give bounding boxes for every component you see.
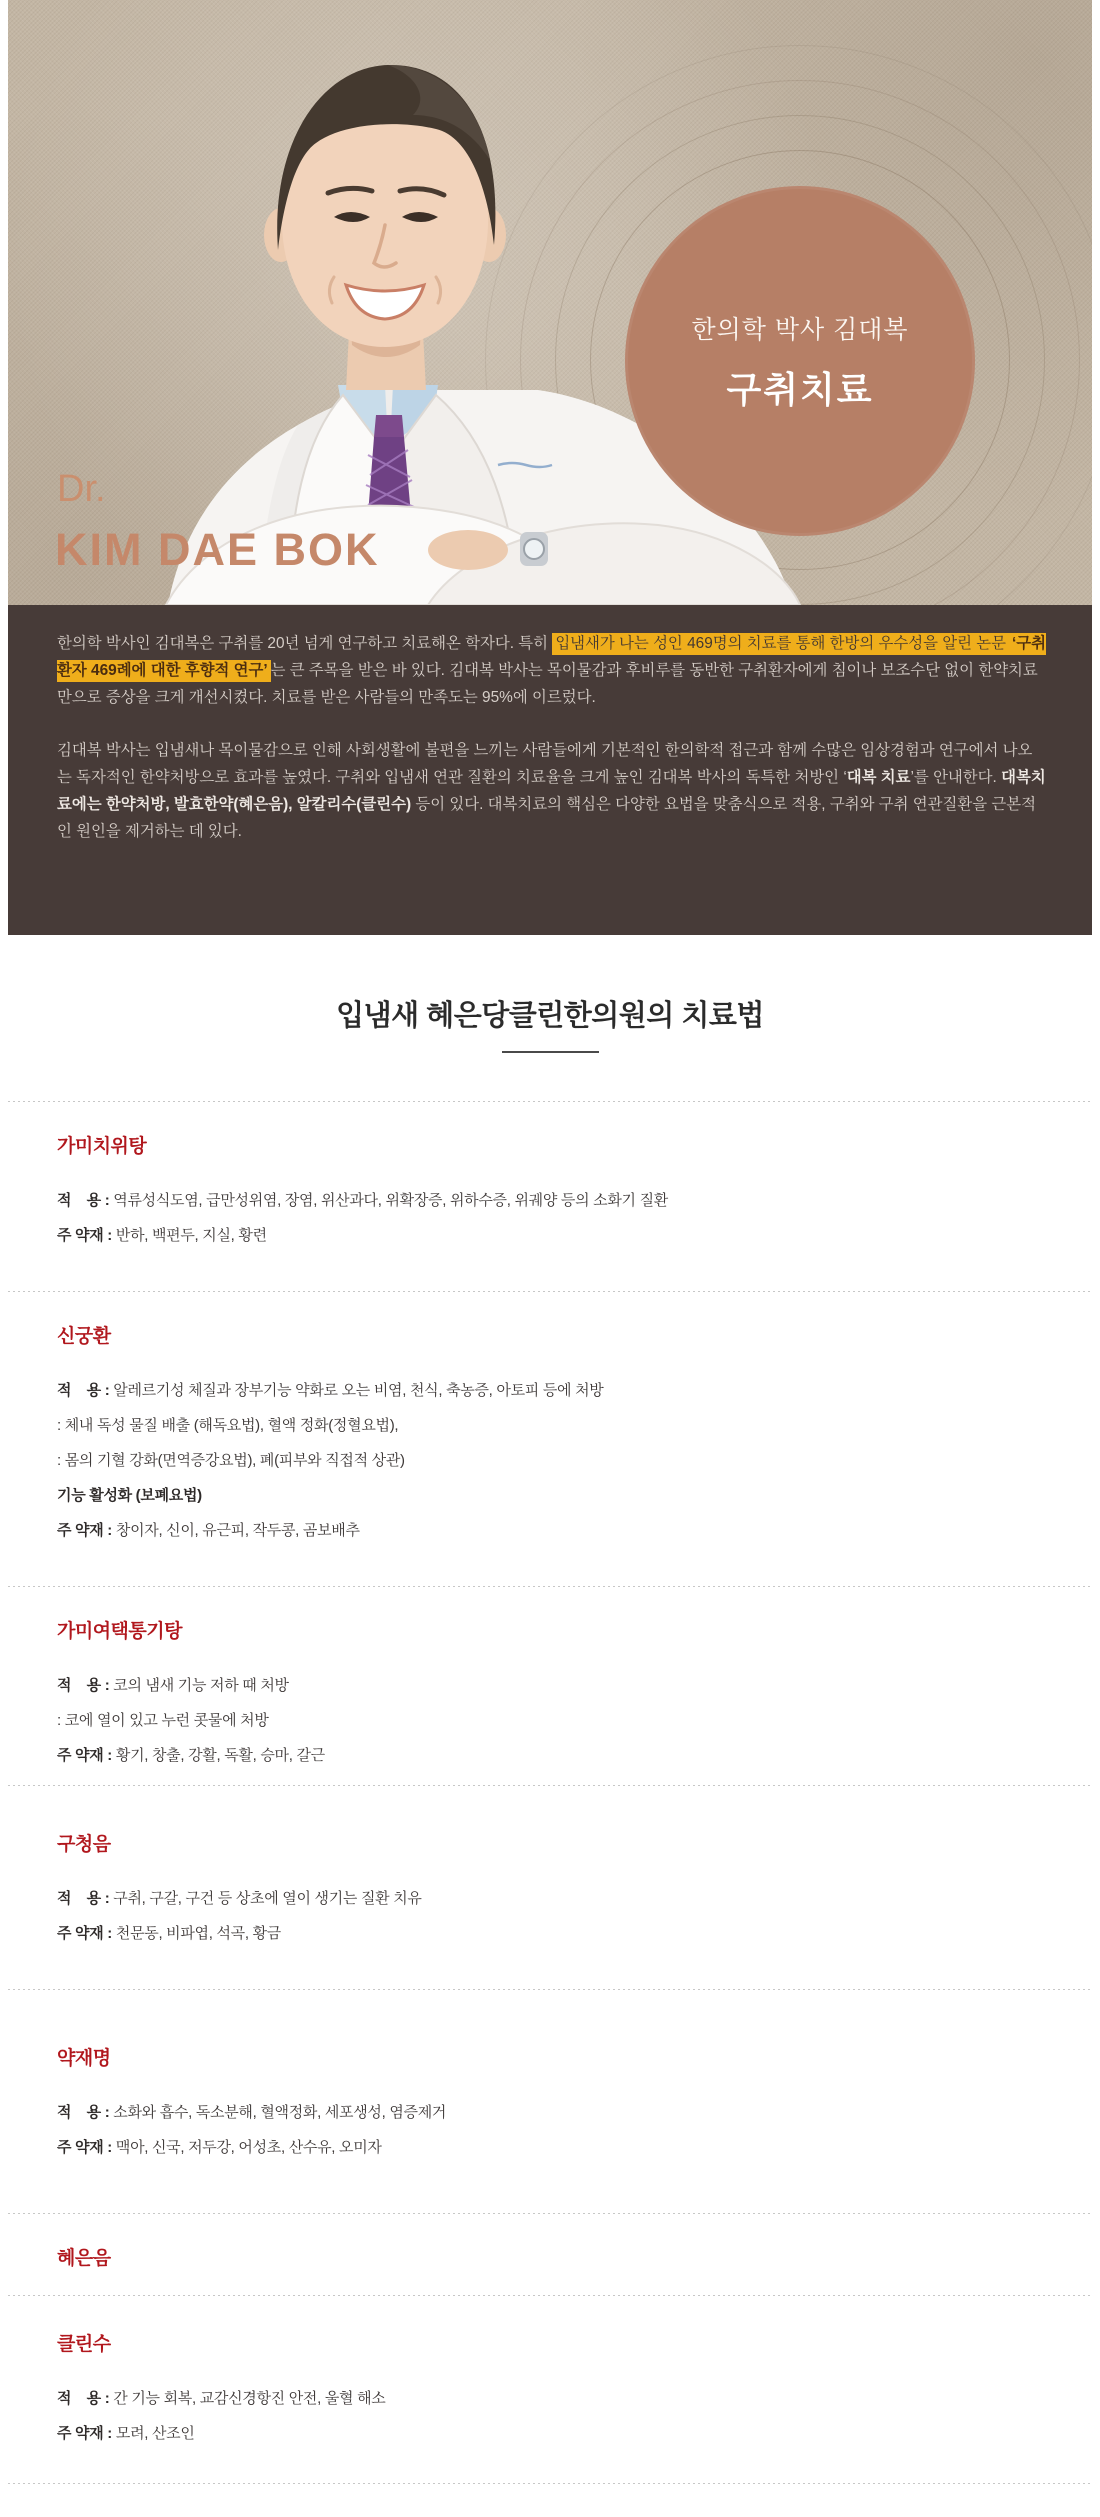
section-lines [57,1883,1060,1949]
title-badge [625,186,975,536]
line-label: 적 용 : [57,1890,114,1907]
line-label: 적 용 : [57,2104,114,2121]
section-heading: 구청음 [57,1834,111,1855]
line-text: 맥아, 신국, 저두강, 어성초, 산수유, 오미자 [115,2139,382,2156]
line-text: 알레르기성 체질과 장부기능 약화로 오는 비염, 천식, 축농증, 아토피 등에 처방 [113,1382,604,1399]
prescription-section [0,2296,1100,2483]
line-label: 주 약재 : [57,1522,116,1539]
intro-box [8,605,1092,935]
intro-paragraph-2 [57,737,1047,845]
section-line [57,1445,1060,1476]
line-label: 적 용 : [57,1382,114,1399]
line-text: 소화와 흡수, 독소분해, 혈액정화, 세포생성, 염증제거 [113,2104,447,2121]
line-text: 반하, 백편두, 지실, 황련 [115,1227,267,1244]
section-line [57,2097,1060,2128]
section-line [57,1480,1060,1511]
doctor-name-prefix: Dr. [57,468,106,510]
intro-text: 는 큰 주목을 받은 바 있다. 김대복 박사는 목이물감과 후비루를 동반한 구취환자에게 침이나 보조수단 없이 한약치료 만으로 증상을 크게 개선시켰다. 치료를 받은 사람들의 만족도는 95%에 이르렀다. [57,662,1038,706]
intro-text: ’를 안내한다. [910,769,1002,786]
line-label: 주 약재 : [57,2139,116,2156]
bold-text: 대복 치료 [846,769,911,786]
section-line [57,1670,1060,1701]
prescription-sections [0,1101,1100,2484]
section-line [57,1918,1060,1949]
section-line [57,2132,1060,2163]
line-text: 기능 활성화 (보폐요법) [57,1487,202,1504]
line-text: 창이자, 신이, 유근피, 작두콩, 곰보배추 [115,1522,360,1539]
bold-text: 대복치료에는 한약처방, 발효한약(혜은음), 알칼리수(클린수) [57,769,1046,813]
intro-paragraph-1 [57,630,1047,711]
line-text: : 몸의 기혈 강화(면역증강요법), 폐(피부와 직접적 상관) [57,1452,405,1469]
section-line [57,1375,1060,1406]
intro-text: 등이 있다. 대복치료의 핵심은 다양한 요법을 맞춤식으로 적용, 구취와 구취 연관질환을 근본적인 원인을 제거하는 데 있다. [57,796,1036,840]
treatment-title: 입냄새 혜은당클린한의원의 치료법 [336,1000,764,1032]
section-heading: 클린수 [57,2334,111,2355]
highlighted-text: 입냄새가 나는 성인 469명의 치료를 통해 한방의 우수성을 알린 논문 [552,633,1009,655]
prescription-section [0,1786,1100,1989]
section-line [57,1740,1060,1771]
line-text: : 코에 열이 있고 누런 콧물에 처방 [57,1712,269,1729]
line-label: 적 용 : [57,1677,114,1694]
section-heading: 가미치위탕 [57,1136,147,1157]
line-label: 주 약재 : [57,1925,116,1942]
line-text: 역류성식도염, 급만성위염, 장염, 위산과다, 위확장증, 위하수증, 위궤양 등의 소화기 질환 [113,1192,668,1209]
intro-text: 한의학 박사인 김대복은 구취를 20년 넘게 연구하고 치료해온 학자다. 특히 [57,635,553,652]
line-text: 천문동, 비파엽, 석곡, 황금 [115,1925,281,1942]
section-lines [57,1670,1060,1771]
prescription-section [0,1990,1100,2213]
badge-title: 구취치료 [726,368,874,410]
prescription-section [0,2214,1100,2295]
prescription-section [0,1102,1100,1291]
section-heading: 신궁환 [57,1326,111,1347]
line-text: : 체내 독성 물질 배출 (해독요법), 혈액 정화(정혈요법), [57,1417,399,1434]
section-line [57,1515,1060,1546]
hero-banner [8,0,1092,605]
section-line [57,1220,1060,1251]
line-label: 주 약재 : [57,2425,116,2442]
section-line [57,1883,1060,1914]
section-line [57,1705,1060,1736]
line-text: 황기, 창출, 강활, 독활, 승마, 갈근 [115,1747,325,1764]
section-line [57,1185,1060,1216]
line-text: 코의 냄새 기능 저하 때 처방 [113,1677,289,1694]
section-line [57,2383,1060,2414]
badge-subtitle: 한의학 박사 김대복 [691,315,909,344]
treatment-area [0,935,1100,2484]
prescription-section [0,1587,1100,1785]
dotted-divider [8,2483,1092,2484]
line-label: 주 약재 : [57,1227,116,1244]
section-lines [57,1375,1060,1546]
section-heading: 혜은음 [57,2248,111,2269]
section-heading: 가미여택통기탕 [57,1621,182,1642]
section-heading: 약재명 [57,2048,111,2069]
doctor-name: KIM DAE BOK [55,524,380,575]
line-text: 구취, 구갈, 구건 등 상초에 열이 생기는 질환 치유 [113,1890,422,1907]
line-text: 모려, 산조인 [115,2425,195,2442]
section-lines [57,2383,1060,2449]
prescription-section [0,1292,1100,1586]
line-label: 주 약재 : [57,1747,116,1764]
line-text: 간 기능 회복, 교감신경항진 안전, 울혈 해소 [113,2390,386,2407]
line-label: 적 용 : [57,1192,114,1209]
section-lines [57,1185,1060,1251]
line-label: 적 용 : [57,2390,114,2407]
section-line [57,1410,1060,1441]
highlighted-bold-text: ‘구취환자 469례에 대한 후향적 연구’ [57,633,1046,682]
section-lines [57,2097,1060,2163]
title-underline [502,1051,599,1053]
intro-text: 김대복 박사는 입냄새나 목이물감으로 인해 사회생활에 불편을 느끼는 사람들에게 기본적인 한의학적 접근과 함께 수많은 임상경험과 연구에서 나오는 독자적인 한약처방으로 효과를 높였다. 구취와 입냄새 연관 질환의 치료율을 크게 높인 김대복 박사의 독특한 처방인 ‘ [57,742,1033,786]
section-line [57,2418,1060,2449]
